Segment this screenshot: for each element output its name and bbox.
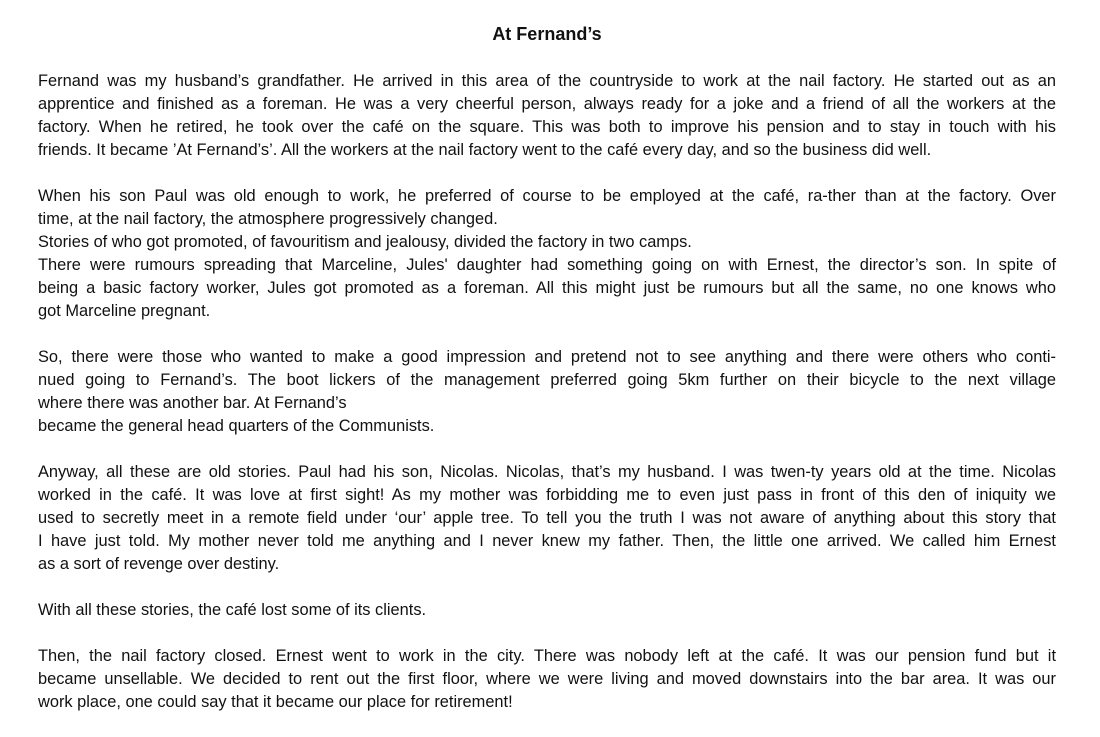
paragraph-2 <box>38 185 1056 323</box>
paragraph-4 <box>38 461 1056 576</box>
paragraph-line: work place, one could say that it became our place for retirement! <box>38 693 513 711</box>
document-title: At Fernand’s <box>492 24 602 44</box>
paragraph-line: When his son Paul was old enough to work, he preferred of course to be employed at the café, ra-ther than at the factory. Over <box>38 187 1056 205</box>
paragraph-line: time, at the nail factory, the atmosphere progressively changed. <box>38 210 498 228</box>
paragraph-line: Anyway, all these are old stories. Paul had his son, Nicolas. Nicolas, that’s my husband. I was twen-ty years old at the time. Nicolas <box>38 463 1056 481</box>
paragraph-line: nued going to Fernand’s. The boot lickers of the management preferred going 5km further on their bicycle to the next village <box>38 371 1056 389</box>
paragraph-line: worked in the café. It was love at first sight! As my mother was forbidding me to even just pass in front of this den of iniquity we <box>38 486 1056 504</box>
paragraph-line: used to secretly meet in a remote field under ‘our’ apple tree. To tell you the truth I was not aware of anything about this story that <box>38 509 1056 527</box>
paragraph-line: apprentice and finished as a foreman. He was a very cheerful person, always ready for a joke and a friend of all the workers at the <box>38 95 1056 113</box>
paragraph-line: Fernand was my husband’s grandfather. He arrived in this area of the countryside to work at the nail factory. He started out as an <box>38 72 1056 90</box>
paragraph-5 <box>38 599 1056 622</box>
paragraph-1 <box>38 70 1056 162</box>
paragraph-line: became the general head quarters of the Communists. <box>38 417 435 435</box>
paragraph-line: where there was another bar. At Fernand’s <box>38 394 347 412</box>
paragraph-3 <box>38 346 1056 438</box>
paragraph-line: Stories of who got promoted, of favouritism and jealousy, divided the factory in two camps. <box>38 233 692 251</box>
paragraph-line: friends. It became ’At Fernand’s’. All the workers at the nail factory went to the café every day, and so the business did well. <box>38 141 932 159</box>
document-page <box>38 22 1056 737</box>
paragraph-line: With all these stories, the café lost some of its clients. <box>38 601 427 619</box>
paragraph-line: became unsellable. We decided to rent out the first floor, where we were living and moved downstairs into the bar area. It was our <box>38 670 1056 688</box>
paragraph-line: being a basic factory worker, Jules got promoted as a foreman. All this might just be rumours but all the same, no one knows who <box>38 279 1056 297</box>
paragraph-6 <box>38 645 1056 714</box>
paragraph-line: got Marceline pregnant. <box>38 302 211 320</box>
paragraph-line: factory. When he retired, he took over the café on the square. This was both to improve his pension and to stay in touch with his <box>38 118 1056 136</box>
paragraph-line: There were rumours spreading that Marceline, Jules' daughter had something going on with Ernest, the director’s son. In spite of <box>38 256 1056 274</box>
paragraph-line: So, there were those who wanted to make a good impression and pretend not to see anything and there were others who conti- <box>38 348 1056 366</box>
paragraph-line: Then, the nail factory closed. Ernest went to work in the city. There was nobody left at the café. It was our pension fund but it <box>38 647 1056 665</box>
paragraph-line: I have just told. My mother never told me anything and I never knew my father. Then, the little one arrived. We called him Ernest <box>38 532 1056 550</box>
paragraph-line: as a sort of revenge over destiny. <box>38 555 280 573</box>
